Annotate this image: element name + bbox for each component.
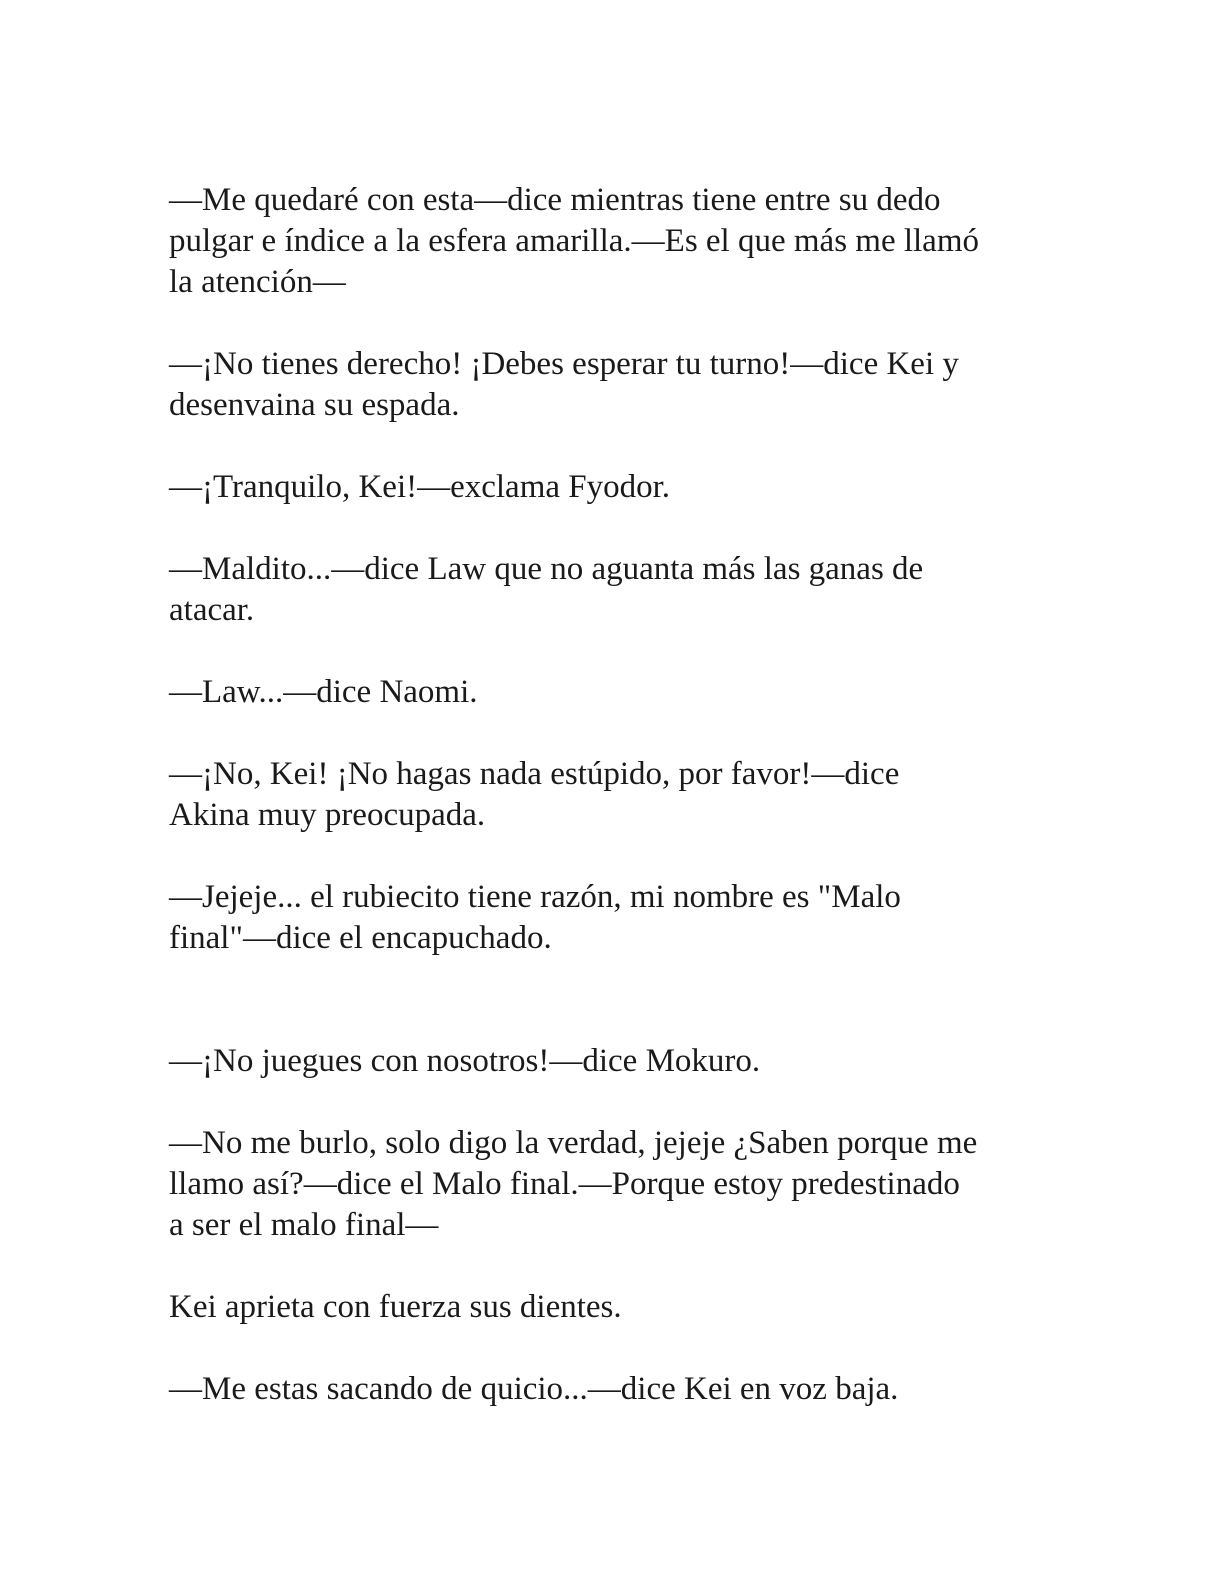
paragraph: —¡No juegues con nosotros!—dice Mokuro.: [169, 1043, 761, 1079]
text-body: [169, 180, 1069, 1451]
paragraph: —¡No, Kei! ¡No hagas nada estúpido, por favor!—dice Akina muy preocupada.: [169, 756, 900, 833]
paragraph: —¡No tienes derecho! ¡Debes esperar tu turno!—dice Kei y desenvaina su espada.: [169, 346, 959, 423]
paragraph: —Law...—dice Naomi.: [169, 674, 478, 710]
paragraph: —¡Tranquilo, Kei!—exclama Fyodor.: [169, 469, 671, 505]
paragraph: —Jejeje... el rubiecito tiene razón, mi nombre es "Malo final"—dice el encapuchado.: [169, 879, 901, 956]
paragraph: —Me estas sacando de quicio...—dice Kei en voz baja.: [169, 1371, 899, 1407]
paragraph: Kei aprieta con fuerza sus dientes.: [169, 1289, 622, 1325]
paragraph: —No me burlo, solo digo la verdad, jejeje ¿Saben porque me llamo así?—dice el Malo final.—Porque estoy predestinado a ser el malo final—: [169, 1125, 978, 1243]
paragraph: —Me quedaré con esta—dice mientras tiene entre su dedo pulgar e índice a la esfera amarilla.—Es el que más me llamó la atención—: [169, 182, 979, 300]
paragraph: —Maldito...—dice Law que no aguanta más las ganas de atacar.: [169, 551, 924, 628]
